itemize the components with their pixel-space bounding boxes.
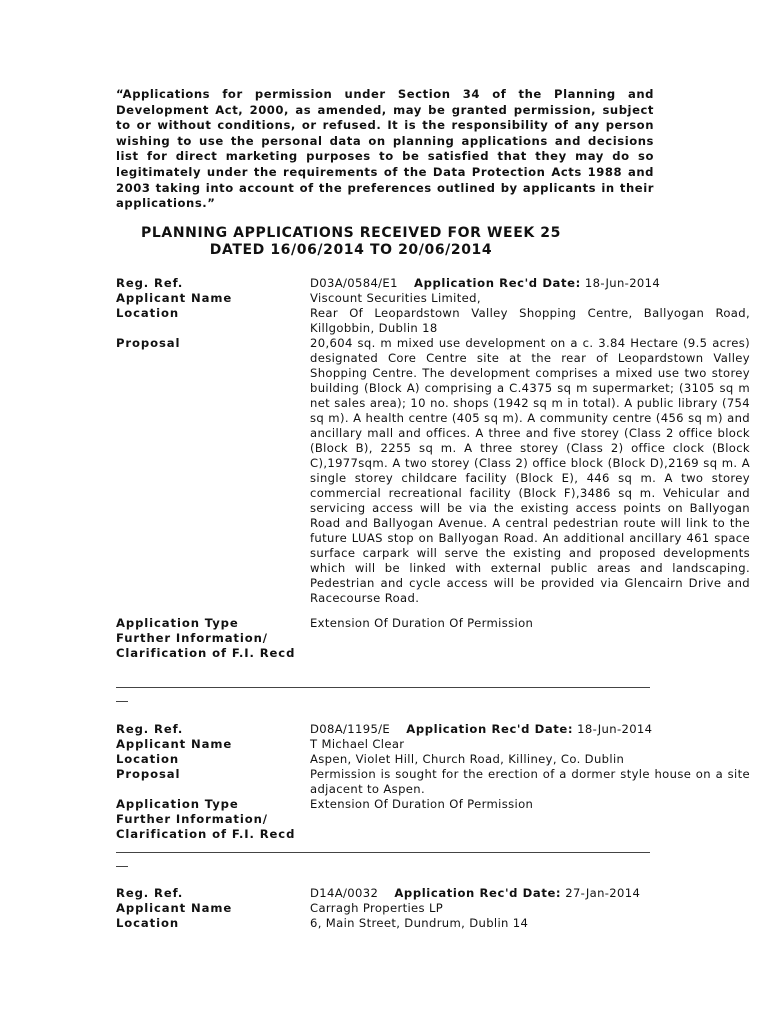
clarification-row [116, 646, 756, 661]
reg-ref-row [116, 722, 756, 737]
applicant-name-value: T Michael Clear [310, 737, 405, 751]
application-type-label: Application Type [116, 616, 239, 630]
clarification-row [116, 827, 756, 842]
application-type-row [116, 797, 756, 812]
recd-date-value: 27-Jan-2014 [565, 886, 641, 900]
location-row [116, 916, 756, 931]
reg-ref-label: Reg. Ref. [116, 276, 184, 290]
application-type-row [116, 616, 756, 631]
recd-date-value: 18-Jun-2014 [577, 722, 653, 736]
applicant-name-value: Carragh Properties LP [310, 901, 444, 915]
application-type-value: Extension Of Duration Of Permission [310, 797, 534, 811]
further-info-label: Further Information/ [116, 631, 268, 645]
further-info-label: Further Information/ [116, 812, 268, 826]
location-value: Aspen, Violet Hill, Church Road, Killiney, Co. Dublin [310, 752, 625, 766]
proposal-row [116, 336, 756, 606]
clarification-label: Clarification of F.I. Recd [116, 646, 296, 660]
page-heading [116, 225, 586, 259]
recd-date-label: Application Rec'd Date: [406, 722, 574, 736]
application-type-value: Extension Of Duration Of Permission [310, 616, 534, 630]
location-row [116, 306, 756, 336]
location-label: Location [116, 916, 179, 930]
heading-line-1: PLANNING APPLICATIONS RECEIVED FOR WEEK 25 [141, 225, 561, 241]
reg-ref-row [116, 886, 756, 901]
applicant-name-label: Applicant Name [116, 291, 233, 305]
proposal-label: Proposal [116, 336, 181, 350]
recd-date-label: Application Rec'd Date: [394, 886, 562, 900]
location-value: 6, Main Street, Dundrum, Dublin 14 [310, 916, 529, 930]
location-row [116, 752, 756, 767]
proposal-value: 20,604 sq. m mixed use development on a c. 3.84 Hectare (9.5 acres) designated Core Centre site at the rear of Leopardstown Valley Shopping Centre. The development comprises a mixed use two storey building (Block A) comprising a C.4375 sq m supermarket; (3105 sq m net sales area); 10 no. shops (1942 sq m in total). A public library (754 sq m). A health centre (405 sq m). A community centre (456 sq m) and ancillary mall and offices. A three and five storey (Class 2 office block (Block B), 2255 sq m. A three storey (Class 2) office clock (Block C),1977sqm. A two storey (Class 2) office block (Block D),2169 sq m. A single storey childcare facility (Block E), 446 sq m. A two storey commercial recreational facility (Block F),3486 sq m. Vehicular and servicing access will be via the existing access points on Ballyogan Road and Ballyogan Avenue. A central pedestrian route will link to the future LUAS stop on Ballyogan Road. An additional ancillary 461 space surface carpark will serve the existing and proposed developments which will be linked with external public areas and landscaping. Pedestrian and cycle access will be provided via Glencairn Drive and Racecourse Road. [310, 336, 750, 605]
further-info-row [116, 812, 756, 827]
record-separator [116, 845, 656, 867]
disclaimer-paragraph: “Applications for permission under Section 34 of the Planning and Development Act, 2000, as amended, may be granted permission, subject to or without conditions, or refused. It is the responsibility of any person wishing to use the personal data on planning applications and decisions list for direct marketing purposes to be satisfied that they may do so legitimately under the requirements of the Data Protection Acts 1988 and 2003 taking into account of the preferences outlined by applicants in their applications.” [116, 87, 654, 211]
recd-date-value: 18-Jun-2014 [584, 276, 661, 290]
applicant-row [116, 737, 756, 752]
reg-ref-label: Reg. Ref. [116, 886, 184, 900]
proposal-label: Proposal [116, 767, 181, 781]
proposal-row [116, 767, 756, 797]
applicant-name-label: Applicant Name [116, 901, 233, 915]
applicant-name-value: Viscount Securities Limited, [310, 291, 481, 305]
reg-ref-value: D03A/0584/E1 [310, 276, 398, 290]
application-record-1 [116, 276, 756, 661]
application-record-3 [116, 886, 756, 931]
reg-ref-value: D08A/1195/E [310, 722, 391, 736]
recd-date-label: Application Rec'd Date: [414, 276, 581, 290]
reg-ref-row [116, 276, 756, 291]
proposal-value: Permission is sought for the erection of a dormer style house on a site adjacent to Aspen. [310, 767, 750, 796]
application-record-2 [116, 722, 756, 842]
location-value: Rear Of Leopardstown Valley Shopping Centre, Ballyogan Road, Killgobbin, Dublin 18 [310, 306, 750, 335]
heading-line-2: DATED 16/06/2014 TO 20/06/2014 [209, 242, 493, 258]
record-separator [116, 680, 656, 702]
location-label: Location [116, 306, 179, 320]
application-type-label: Application Type [116, 797, 239, 811]
further-info-row [116, 631, 756, 646]
applicant-row [116, 901, 756, 916]
clarification-label: Clarification of F.I. Recd [116, 827, 296, 841]
applicant-row [116, 291, 756, 306]
location-label: Location [116, 752, 179, 766]
reg-ref-value: D14A/0032 [310, 886, 379, 900]
reg-ref-label: Reg. Ref. [116, 722, 184, 736]
applicant-name-label: Applicant Name [116, 737, 233, 751]
